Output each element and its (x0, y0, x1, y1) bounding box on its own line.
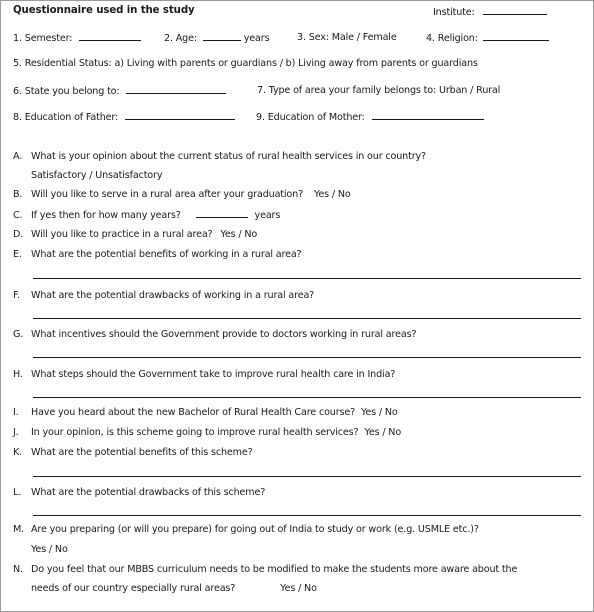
religion-input-line[interactable] (483, 32, 549, 41)
question-k: K. What are the potential benefits of this scheme? (13, 447, 253, 458)
residential-status: 5. Residential Status: a) Living with parents or guardians / b) Living away from parents or guardians (13, 58, 478, 69)
area-type-field: 7. Type of area your family belongs to: Urban / Rural (257, 85, 501, 96)
question-n-options[interactable]: Yes / No (280, 583, 317, 594)
question-d: D. Will you like to practice in a rural area? Yes / No (13, 229, 258, 240)
question-m-options[interactable]: Yes / No (31, 544, 68, 555)
question-a: A. What is your opinion about the current status of rural health services in our country? (13, 151, 426, 162)
age-input-line[interactable] (203, 32, 241, 41)
institute-label: Institute: (433, 7, 475, 18)
age-field: 2. Age: years (164, 33, 270, 44)
question-c: C. If yes then for how many years? years (13, 210, 281, 221)
mother-education-input-line[interactable] (372, 111, 484, 120)
question-n: N. Do you feel that our MBBS curriculum needs to be modified to make the students more aware about the (13, 564, 518, 575)
religion-field: 4. Religion: (426, 32, 549, 44)
question-l-answer-line[interactable] (33, 515, 581, 516)
semester-input-line[interactable] (79, 32, 141, 41)
question-j-options[interactable]: Yes / No (364, 427, 402, 438)
father-education-field: 8. Education of Father: (13, 111, 235, 123)
question-k-answer-line[interactable] (33, 476, 581, 477)
question-d-options[interactable]: Yes / No (220, 229, 258, 240)
question-e-answer-line[interactable] (33, 278, 581, 279)
question-a-options[interactable]: Satisfactory / Unsatisfactory (31, 170, 163, 181)
question-j: J. In your opinion, is this scheme going to improve rural health services? Yes / No (13, 427, 402, 438)
question-f-answer-line[interactable] (33, 318, 581, 319)
question-b: B. Will you like to serve in a rural area after your graduation? Yes / No (13, 189, 351, 200)
question-m: M. Are you preparing (or will you prepare) for going out of India to study or work (e.g. USMLE etc.)? (13, 524, 479, 535)
question-i: I. Have you heard about the new Bachelor of Rural Health Care course? Yes / No (13, 407, 398, 418)
father-education-input-line[interactable] (125, 111, 235, 120)
sex-field: 3. Sex: Male / Female (297, 32, 397, 43)
question-c-input-line[interactable] (196, 209, 248, 218)
question-h: H. What steps should the Government take to improve rural health care in India? (13, 369, 396, 380)
mother-education-field: 9. Education of Mother: (256, 111, 484, 123)
semester-field: 1. Semester: (13, 32, 141, 44)
question-g-answer-line[interactable] (33, 357, 581, 358)
state-field: 6. State you belong to: (13, 85, 226, 97)
question-l: L. What are the potential drawbacks of this scheme? (13, 487, 266, 498)
question-h-answer-line[interactable] (33, 397, 581, 398)
question-n-continued: needs of our country especially rural areas? Yes / No (31, 583, 317, 594)
state-input-line[interactable] (126, 85, 226, 94)
institute-input-line[interactable] (483, 6, 547, 15)
page-title: Questionnaire used in the study (13, 5, 195, 16)
question-f: F. What are the potential drawbacks of working in a rural area? (13, 290, 315, 301)
question-e: E. What are the potential benefits of working in a rural area? (13, 249, 302, 260)
question-b-options[interactable]: Yes / No (313, 189, 351, 200)
question-i-options[interactable]: Yes / No (360, 407, 398, 418)
question-g: G. What incentives should the Government provide to doctors working in rural areas? (13, 329, 417, 340)
institute-field (433, 6, 547, 18)
